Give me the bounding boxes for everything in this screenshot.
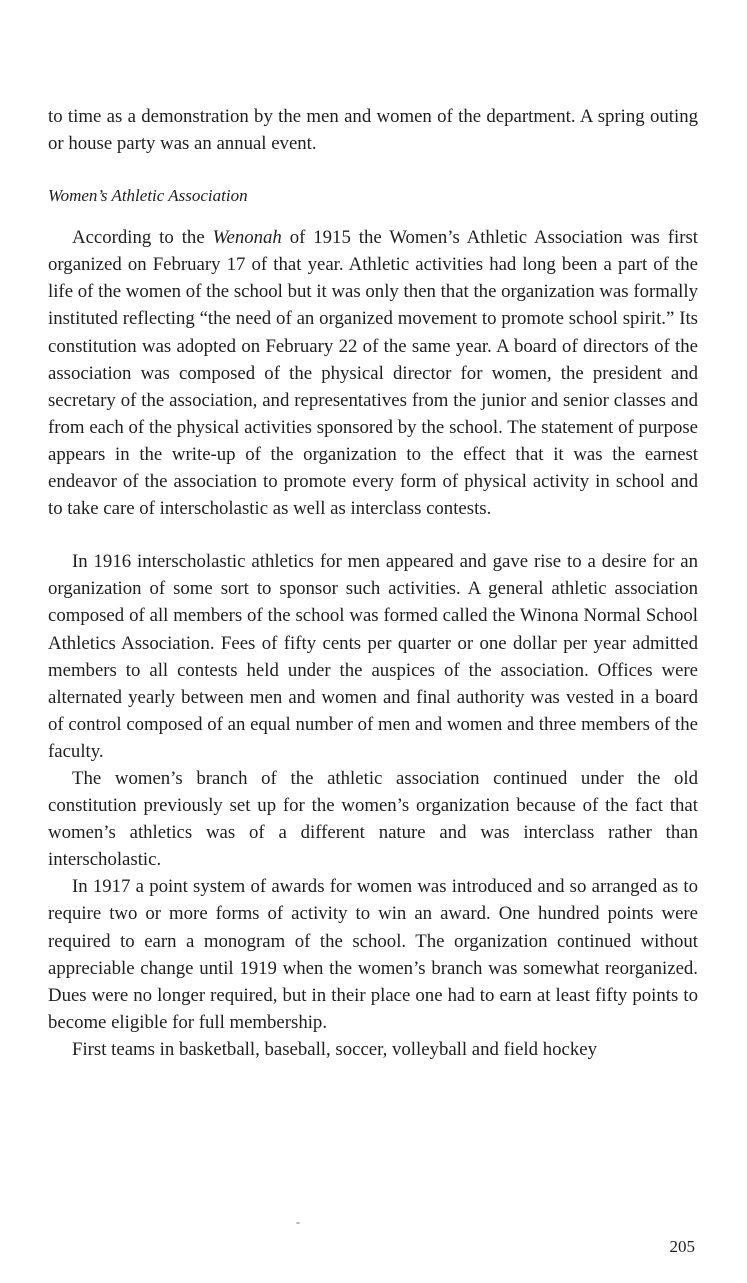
paragraph-wenonah-post: of 1915 the Women’s Athletic Association was first organized on February 17 of that year. Athletic activities had long been a part of the life of the women of the school but it was only then that the organization was formally instituted reflecting “the need of an organized movement to promote school spirit.” Its constitution was adopted on February 22 of the same year. A board of directors of the association was composed of the physical director for women, the president and secretary of the association, and representatives from the junior and senior classes and from each of the physical activities sponsored by the school. The statement of purpose appears in the write-up of the organization to the effect that it was the earnest endeavor of the association to promote every form of physical activity in school and to take care of interscholastic as well as interclass contests. (48, 227, 698, 520)
opening-paragraph: to time as a demonstration by the men and women of the department. A spring outing or house party was an annual event. (48, 106, 698, 155)
section-heading: Women’s Athletic Association (48, 186, 248, 206)
paragraph-1917: In 1917 a point system of awards for women was introduced and so arranged as to require two or more forms of activity to win an award. One hundred points were required to earn a monogram of the school. The organization continued without appreciable change until 1919 when the women’s branch was somewhat reorganized. Dues were no longer required, but in their place one had to earn at least fifty points to become eligible for full membership. (48, 876, 698, 1033)
paragraph-womens-branch: The women’s branch of the athletic association continued under the old constitution previously set up for the women’s organization because of the fact that women’s athletics was of a different nature and was interclass rather than interscholastic. (48, 767, 698, 871)
paragraph-wenonah (48, 224, 698, 522)
scan-speck (296, 1222, 300, 1224)
paragraph-wenonah-pre: According to the (72, 227, 213, 249)
paragraph-1916: In 1916 interscholastic athletics for men appeared and gave rise to a desire for an organization of some sort to sponsor such activities. A general athletic association composed of all members of the school was formed called the Winona Normal School Athletics Association. Fees of fifty cents per quarter or one dollar per year admitted members to all contests held under the auspices of the association. Offices were alternated yearly between men and women and final authority was vested in a board of control composed of an equal number of men and women and three members of the faculty. (48, 551, 698, 762)
paragraph-first-teams: First teams in basketball, baseball, soccer, volleyball and field hockey (72, 1038, 597, 1060)
page-body (48, 103, 698, 1063)
publication-title: Wenonah (212, 227, 282, 249)
page-number: 205 (669, 1237, 695, 1256)
